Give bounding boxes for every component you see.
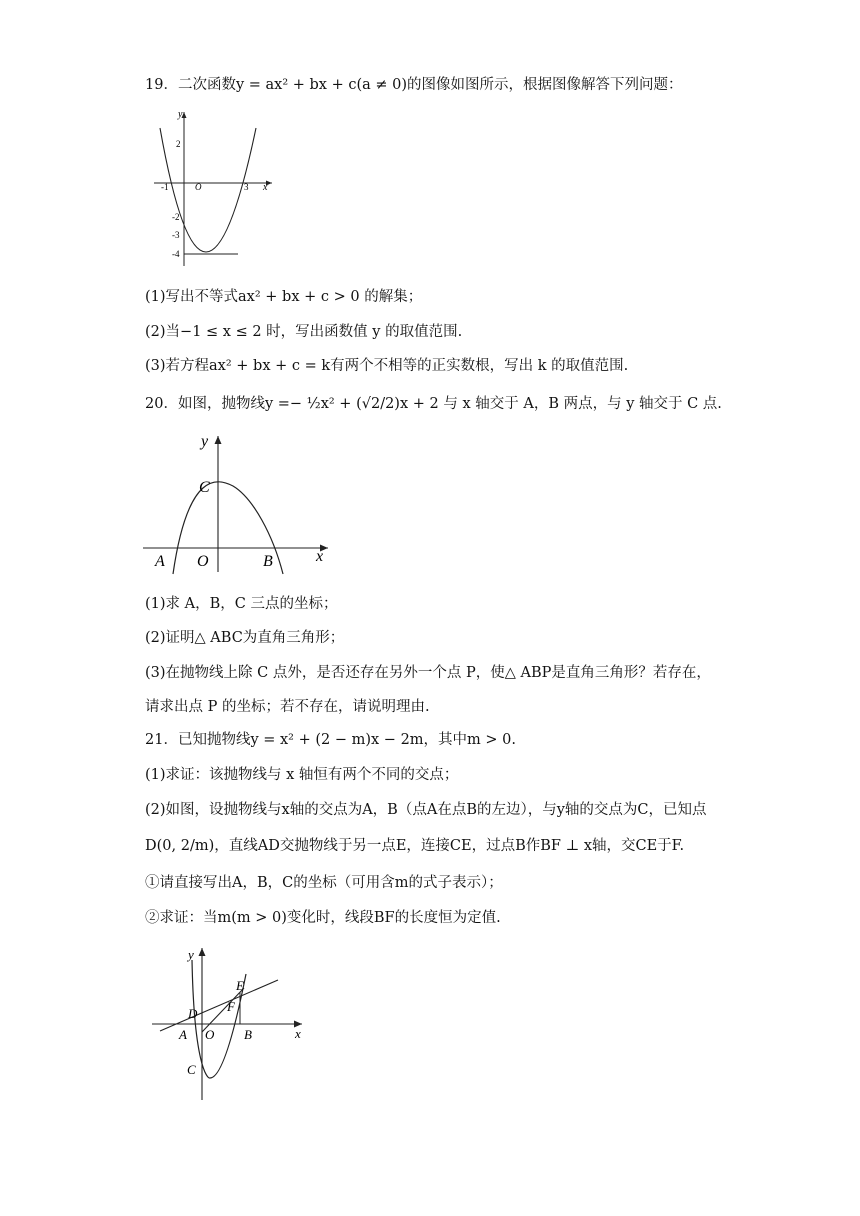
q21-label-O: O [205,1027,215,1042]
q19-ylabel: y [178,109,183,120]
q20-part3-line1: (3)在抛物线上除 C 点外，是否还存在另外一个点 P，使△ ABP是直角三角形？若存在， [145,665,711,681]
q19-part2: (2)当−1 ≤ x ≤ 2 时，写出函数值 y 的取值范围. [145,324,463,340]
q21-sub1: ①请直接写出A，B，C的坐标（可用含m的式子表示）； [145,875,503,891]
q21-label-C: C [187,1062,196,1077]
q21-label-D: D [188,1006,198,1021]
q20-stem: 20．如图，抛物线y =− ½x² + (√2/2)x + 2 与 x 轴交于 A，B 两点，与 y 轴交于 C 点. [145,396,722,412]
q19-ytick: -2 [172,212,180,222]
q21-xlabel: x [295,1026,301,1041]
q21-ylabel: y [188,947,194,962]
q19-ytick: -4 [172,249,180,259]
q21-label-E: E [236,978,244,993]
q19-xlabel: x [263,182,268,193]
q21-label-B: B [244,1027,252,1042]
q21-label-A: A [179,1027,187,1042]
q19-ytick: -3 [172,230,180,240]
q20-part2: (2)证明△ ABC为直角三角形； [145,630,345,646]
q19-ytick: 2 [176,139,181,149]
q20-part1: (1)求 A，B，C 三点的坐标； [145,596,338,612]
q21-sub2: ②求证：当m(m > 0)变化时，线段BF的长度恒为定值. [145,910,501,926]
q20-ylabel: y [201,433,209,450]
q20-label-O: O [197,553,209,570]
q19-xtick: 3 [244,182,249,192]
q19-figure [148,106,278,268]
q19-stem: 19．二次函数y = ax² + bx + c(a ≠ 0)的图像如图所示，根据图像解答下列问题： [145,77,683,93]
q19-part1: (1)写出不等式ax² + bx + c > 0 的解集； [145,289,423,305]
q19-part3: (3)若方程ax² + bx + c = k有两个不相等的正实数根，写出 k 的取值范围. [145,358,629,374]
q21-stem: 21．已知抛物线y = x² + (2 − m)x − 2m，其中m > 0. [145,732,516,748]
q21-figure [152,944,312,1104]
q20-xlabel: x [316,548,324,565]
q19-origin: O [195,182,202,192]
q21-part1: (1)求证：该抛物线与 x 轴恒有两个不同的交点； [145,767,459,783]
q21-part2-line2: D(0, 2/m)，直线AD交抛物线于另一点E，连接CE，过点B作BF ⊥ x轴，交CE于F. [145,838,685,854]
q20-part3-line2: 请求出点 P 的坐标；若不存在，请说明理由. [145,699,430,715]
q20-label-A: A [155,553,165,570]
q20-label-B: B [263,553,273,570]
q19-xtick: -1 [161,182,169,192]
q20-label-C: C [199,479,210,496]
q20-figure [143,430,338,580]
q21-part2-line1: (2)如图，设抛物线与x轴的交点为A，B（点A在点B的左边），与y轴的交点为C，已知点 [145,802,707,818]
q21-label-F: F [227,999,235,1014]
